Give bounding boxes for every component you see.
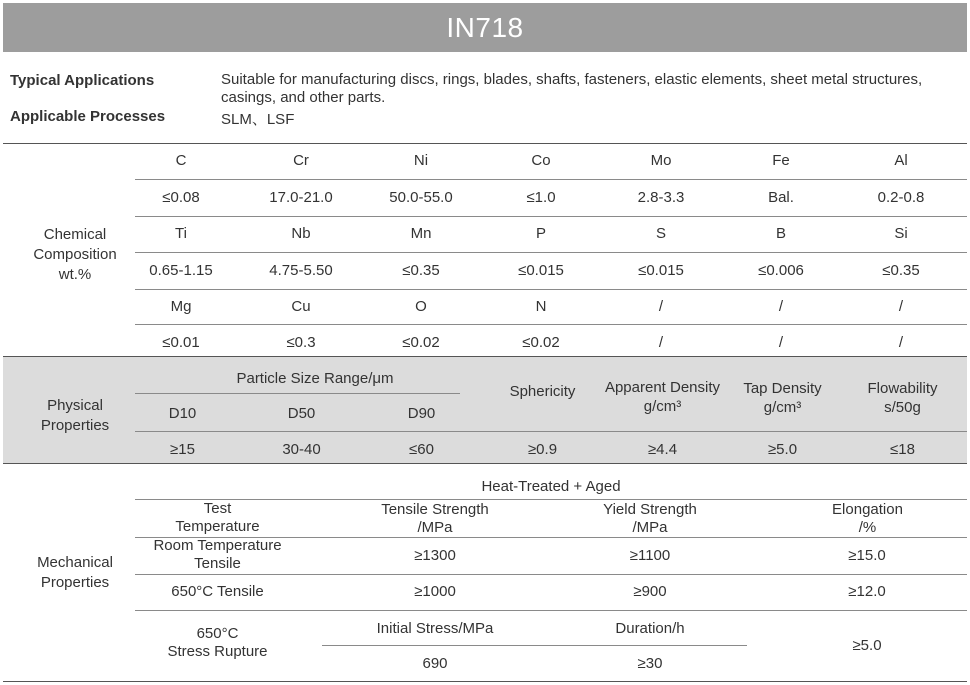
apparent-density-label-line2: g/cm³ [643, 398, 682, 415]
flowability-value: ≤18 [890, 441, 915, 458]
rupture-label-line2: Stress Rupture [167, 643, 268, 660]
element-symbol: Mg [170, 298, 192, 315]
element-value: 4.75-5.50 [269, 262, 333, 279]
d10-value: ≥15 [170, 441, 195, 458]
element-symbol: Co [531, 152, 551, 169]
section-divider-chemical [3, 143, 967, 144]
tap-density-label-line2: g/cm³ [763, 399, 802, 416]
initial-stress-value: 690 [422, 655, 448, 672]
element-value: ≤0.015 [638, 262, 684, 279]
element-symbol: O [415, 298, 427, 315]
element-symbol: Ti [175, 225, 187, 242]
heat-treatment-condition: Heat-Treated + Aged [481, 478, 621, 495]
element-symbol: C [175, 152, 187, 169]
flowability-label-line2: s/50g [884, 399, 921, 416]
section-divider-physical [3, 356, 967, 357]
element-symbol: / [658, 298, 664, 315]
room-elongation-value: ≥15.0 [848, 547, 886, 564]
element-symbol: Mn [410, 225, 432, 242]
element-symbol: Ni [413, 152, 429, 169]
chem-row-divider [135, 324, 967, 325]
apparent-density-value: ≥4.4 [647, 441, 678, 458]
element-value: 0.2-0.8 [877, 189, 925, 206]
hot-tensile-label: 650°C Tensile [171, 583, 264, 600]
element-value: 2.8-3.3 [637, 189, 685, 206]
element-symbol: P [535, 225, 546, 242]
element-symbol: Fe [772, 152, 790, 169]
sphericity-value: ≥0.9 [527, 441, 558, 458]
chemical-label-line2: Composition [33, 246, 117, 263]
element-value: ≤0.02 [402, 334, 440, 351]
element-value: 0.65-1.15 [149, 262, 213, 279]
element-symbol: Cr [293, 152, 309, 169]
applicable-processes-value: SLM、LSF [221, 111, 295, 128]
chem-row-divider [135, 289, 967, 290]
initial-stress-header: Initial Stress/MPa [376, 620, 494, 637]
room-yield-value: ≥1100 [629, 547, 671, 564]
tensile-header-line2: /MPa [417, 519, 453, 536]
mechanical-label-line2: Properties [40, 574, 110, 591]
element-value: ≤0.3 [286, 334, 316, 351]
element-value: ≤0.08 [162, 189, 200, 206]
element-symbol: Nb [291, 225, 311, 242]
element-symbol: B [775, 225, 786, 242]
hot-tensile-value: ≥1000 [414, 583, 456, 600]
title-bar [3, 3, 967, 52]
element-symbol: / [778, 298, 784, 315]
typical-applications-line2: casings, and other parts. [221, 89, 386, 106]
table-bottom-border [3, 681, 967, 682]
physical-value-divider [135, 431, 967, 432]
element-symbol: N [535, 298, 547, 315]
duration-value: ≥30 [637, 655, 663, 672]
mech-row-divider [135, 610, 967, 611]
elongation-header-line1: Elongation [832, 501, 903, 518]
rupture-inner-divider [322, 645, 747, 646]
element-value: ≤0.35 [882, 262, 920, 279]
page-title: IN718 [446, 11, 524, 43]
element-value: ≤0.02 [522, 334, 560, 351]
chemical-label-line1: Chemical [43, 226, 107, 243]
test-temp-header-line1: Test [203, 500, 232, 517]
element-symbol: Cu [291, 298, 311, 315]
element-value: ≤1.0 [526, 189, 556, 206]
mechanical-label-line1: Mechanical [37, 554, 113, 571]
d50-value: 30-40 [282, 441, 321, 458]
mech-row-divider [135, 574, 967, 575]
test-temp-header-line2: Temperature [175, 518, 260, 535]
chem-row-divider [135, 179, 967, 180]
element-value: ≤0.01 [162, 334, 200, 351]
room-temp-label-line2: Tensile [194, 555, 241, 572]
elongation-header-line2: /% [858, 519, 877, 536]
element-value: ≤0.006 [758, 262, 804, 279]
element-value: ≤0.015 [518, 262, 564, 279]
element-symbol: Si [894, 225, 908, 242]
applicable-processes-label: Applicable Processes [10, 108, 166, 125]
d50-label: D50 [287, 405, 316, 422]
particle-size-header: Particle Size Range/μm [236, 370, 394, 387]
sphericity-label: Sphericity [509, 383, 576, 400]
rupture-elongation-value: ≥5.0 [852, 637, 882, 654]
element-value: / [778, 334, 784, 351]
yield-header-line1: Yield Strength [603, 501, 697, 518]
room-temp-label-line1: Room Temperature [153, 537, 282, 554]
apparent-density-label-line1: Apparent Density [604, 379, 721, 396]
element-symbol: Al [894, 152, 908, 169]
section-divider-mechanical [3, 463, 967, 464]
hot-yield-value: ≥900 [633, 583, 667, 600]
physical-label-line2: Properties [40, 417, 110, 434]
flowability-label-line1: Flowability [867, 380, 938, 397]
physical-label-line1: Physical [47, 397, 103, 414]
particle-size-underline [135, 393, 460, 394]
element-value: 50.0-55.0 [389, 189, 453, 206]
room-tensile-value: ≥1300 [414, 547, 456, 564]
element-symbol: / [898, 298, 904, 315]
yield-header-line2: /MPa [632, 519, 668, 536]
element-value: Bal. [768, 189, 794, 206]
chem-row-divider [135, 216, 967, 217]
d90-label: D90 [407, 405, 436, 422]
tensile-header-line1: Tensile Strength [381, 501, 489, 518]
chem-row-divider [135, 252, 967, 253]
hot-elongation-value: ≥12.0 [848, 583, 886, 600]
element-value: ≤0.35 [402, 262, 440, 279]
tap-density-label-line1: Tap Density [743, 380, 822, 397]
tap-density-value: ≥5.0 [767, 441, 798, 458]
element-symbol: Mo [650, 152, 672, 169]
element-value: / [658, 334, 664, 351]
d90-value: ≤60 [409, 441, 434, 458]
element-value: 17.0-21.0 [269, 189, 333, 206]
d10-label: D10 [168, 405, 197, 422]
chemical-label-line3: wt.% [58, 266, 92, 283]
duration-header: Duration/h [615, 620, 685, 637]
element-value: / [898, 334, 904, 351]
element-symbol: S [655, 225, 666, 242]
typical-applications-label: Typical Applications [10, 72, 155, 89]
typical-applications-line1: Suitable for manufacturing discs, rings, blades, shafts, fasteners, elastic elements, sheet metal structures, [221, 71, 923, 88]
rupture-label-line1: 650°C [196, 625, 239, 642]
